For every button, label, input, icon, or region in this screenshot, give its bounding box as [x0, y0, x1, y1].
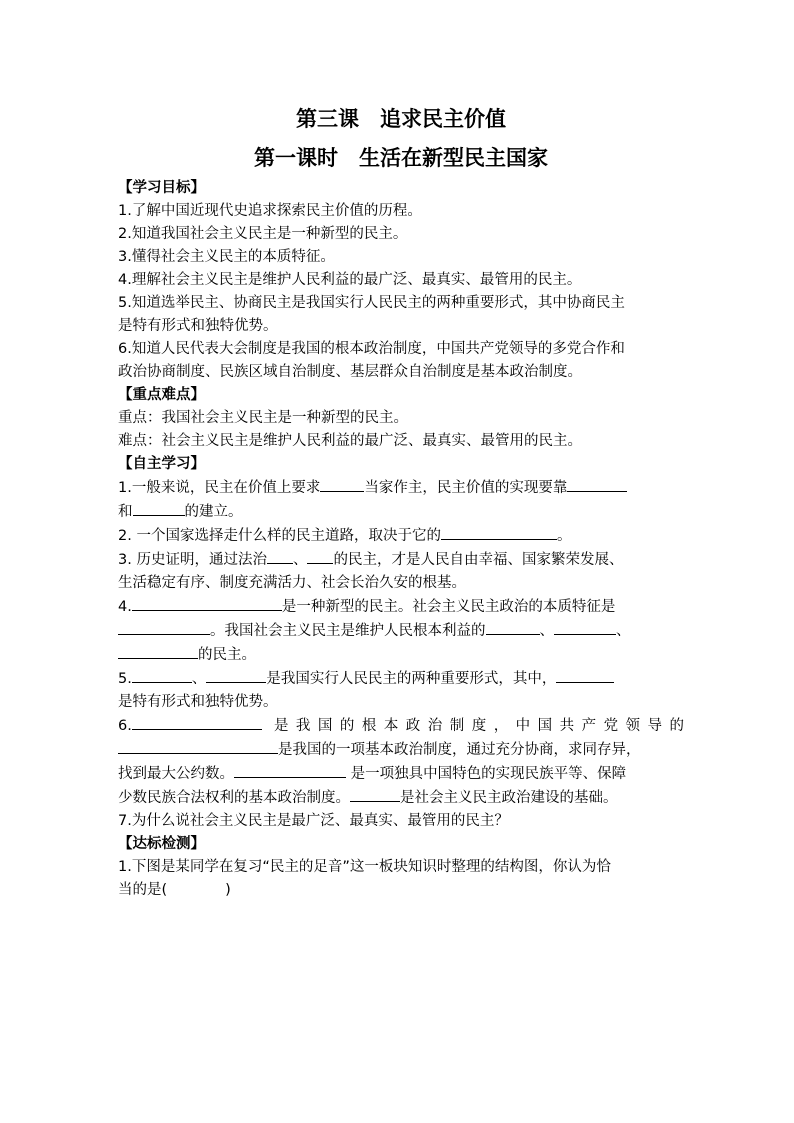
- check-question-1-cont: 当的是( ): [118, 882, 231, 898]
- objective-line: 3.懂得社会主义民主的本质特征。: [118, 249, 335, 265]
- fill-blank[interactable]: [132, 667, 192, 683]
- difficult-point-line: 难点：社会主义民主是维护人民利益的最广泛、最真实、最管用的民主。: [118, 433, 582, 449]
- fill-blank[interactable]: [556, 667, 614, 683]
- question-5: 5. 、 是我国实行人民民主的两种重要形式，其中，: [118, 667, 684, 691]
- fill-blank[interactable]: [320, 476, 364, 492]
- question-1: 1.一般来说，民主在价值上要求 当家作主，民主价值的实现要靠: [118, 476, 684, 500]
- question-2: 2. 一个国家选择走什么样的民主道路，取决于它的 。: [118, 524, 684, 548]
- page-subtitle: 第一课时 生活在新型民主国家: [254, 146, 548, 170]
- question-4-cont: 。我国社会主义民主是维护人民根本利益的 、 、: [118, 619, 684, 643]
- fill-blank[interactable]: [441, 524, 557, 540]
- question-7: 7.为什么说社会主义民主是最广泛、最真实、最管用的民主？: [118, 813, 509, 829]
- question-6-cont: 是我国的一项基本政治制度，通过充分协商，求同存异，: [118, 738, 684, 762]
- fill-blank[interactable]: [118, 619, 210, 635]
- fill-blank[interactable]: [307, 548, 333, 564]
- question-3-cont: 生活稳定有序、制度充满活力、社会长治久安的根基。: [118, 575, 466, 591]
- key-point-line: 重点：我国社会主义民主是一种新型的民主。: [118, 410, 408, 426]
- fill-blank[interactable]: [118, 738, 278, 754]
- fill-blank[interactable]: [554, 619, 616, 635]
- fill-blank[interactable]: [206, 667, 266, 683]
- fill-blank[interactable]: [486, 619, 540, 635]
- objective-line: 4.理解社会主义民主是维护人民利益的最广泛、最真实、最管用的民主。: [118, 272, 582, 288]
- objective-line: 6.知道人民代表大会制度是我国的根本政治制度，中国共产党领导的多党合作和: [118, 341, 625, 357]
- objective-line: 是特有形式和独特优势。: [118, 318, 278, 334]
- objective-line: 政治协商制度、民族区域自治制度、基层群众自治制度是基本政治制度。: [118, 364, 582, 380]
- worksheet-page: [118, 100, 684, 902]
- question-3: 3. 历史证明，通过法治 、 的民主，才是人民自由幸福、国家繁荣发展、: [118, 548, 684, 572]
- section-heading-check: 【达标检测】: [118, 836, 205, 852]
- section-heading-key-points: 【重点难点】: [118, 387, 205, 403]
- objective-line: 1.了解中国近现代史追求探索民主价值的历程。: [118, 203, 422, 219]
- question-1-cont: 和 的建立。: [118, 500, 684, 524]
- fill-blank[interactable]: [267, 548, 293, 564]
- question-6: 6. 是我国的根本政治制度，中国共产党领导的: [118, 714, 684, 738]
- question-6-cont: 找到最大公约数。 是一项独具中国特色的实现民族平等、保障: [118, 762, 684, 786]
- question-4-cont: 的民主。: [118, 643, 684, 667]
- objective-line: 2.知道我国社会主义民主是一种新型的民主。: [118, 226, 408, 242]
- fill-blank[interactable]: [133, 500, 185, 516]
- question-5-cont: 是特有形式和独特优势。: [118, 694, 278, 710]
- question-4: 4. 是一种新型的民主。社会主义民主政治的本质特征是: [118, 595, 684, 619]
- section-heading-self-study: 【自主学习】: [118, 456, 205, 472]
- fill-blank[interactable]: [567, 476, 627, 492]
- fill-blank[interactable]: [118, 643, 198, 659]
- fill-blank[interactable]: [132, 714, 262, 730]
- fill-blank[interactable]: [350, 786, 400, 802]
- section-heading-objectives: 【学习目标】: [118, 180, 205, 196]
- objective-line: 5.知道选举民主、协商民主是我国实行人民民主的两种重要形式，其中协商民主: [118, 295, 625, 311]
- check-question-1: 1.下图是某同学在复习“民主的足音”这一板块知识时整理的结构图，你认为恰: [118, 859, 611, 875]
- page-title: 第三课 追求民主价值: [296, 107, 506, 131]
- fill-blank[interactable]: [234, 762, 346, 778]
- fill-blank[interactable]: [132, 595, 282, 611]
- question-6-cont: 少数民族合法权利的基本政治制度。 是社会主义民主政治建设的基础。: [118, 786, 684, 810]
